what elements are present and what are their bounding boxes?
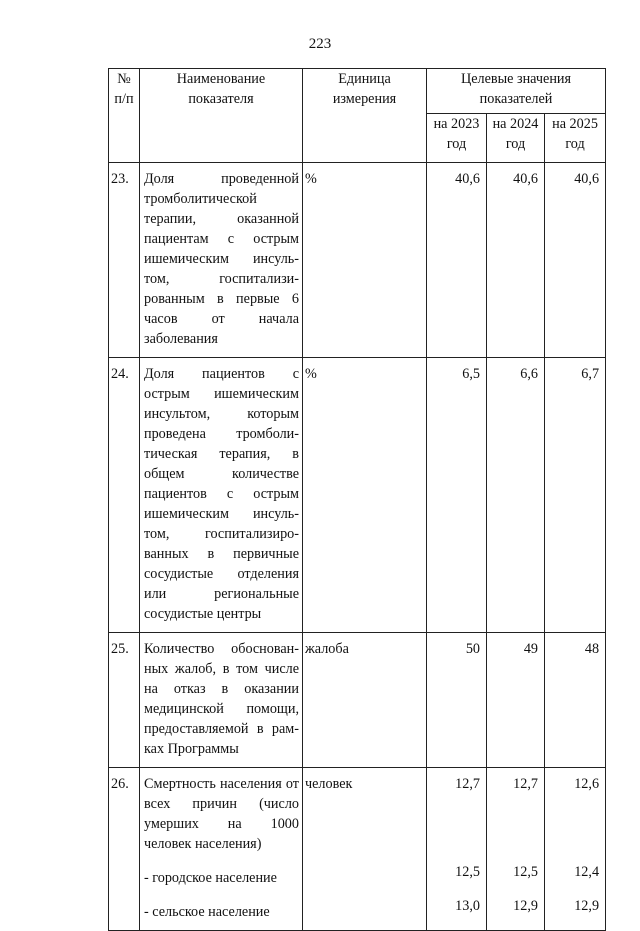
value-2025: 12,6 — [574, 776, 600, 792]
indicator-unit: % — [303, 358, 427, 633]
value-2024: 49 — [487, 633, 545, 768]
value-2025: 6,7 — [545, 358, 606, 633]
indicators-table — [108, 68, 606, 931]
value-2024: 6,6 — [487, 358, 545, 633]
indicator-unit: человек — [303, 768, 427, 931]
header-year-2025: на 2025 год — [545, 114, 606, 163]
indicator-name: Доля проведенной тромболитической терапии, оказанной пациентам с острым ишемическим инсуль-том, госпитализи-рованным в первые 6 часов от начала заболевания — [140, 163, 303, 358]
header-target-values: Целевые значения показателей — [427, 69, 606, 114]
header-year-2023: на 2023 год — [427, 114, 487, 163]
value-2024-stack — [487, 768, 545, 931]
value-2023-urban: 12,5 — [455, 864, 480, 880]
indicator-name: Доля пациентов с острым ишемическим инсультом, которым проведена тромболи-тическая терапия, в общем количестве пациентов с острым ишемическим инсуль-том, госпитализиро-ванных в первичные сосудистые отделения или региональные сосудистые центры — [140, 358, 303, 633]
value-2025: 48 — [545, 633, 606, 768]
indicator-name-main: Смертность населения от всех причин (число умерших на 1000 человек населения) — [144, 776, 299, 852]
row-number: 26. — [109, 768, 140, 931]
table-row — [109, 768, 606, 931]
value-2024: 40,6 — [487, 163, 545, 358]
row-number: 25. — [109, 633, 140, 768]
header-year-2024: на 2024 год — [487, 114, 545, 163]
value-2023: 12,7 — [455, 776, 480, 792]
value-2023: 50 — [427, 633, 487, 768]
subrow-label-rural: - сельское население — [144, 904, 270, 920]
indicator-unit: жалоба — [303, 633, 427, 768]
value-2023: 40,6 — [427, 163, 487, 358]
value-2023-rural: 13,0 — [455, 898, 480, 914]
value-2024: 12,7 — [513, 776, 538, 792]
value-2025-rural: 12,9 — [574, 898, 600, 914]
header-name: Наименование показателя — [140, 69, 303, 163]
page-number: 223 — [308, 36, 332, 52]
value-2025-stack — [545, 768, 606, 931]
table-row — [109, 633, 606, 768]
row-number: 24. — [109, 358, 140, 633]
indicator-name: Количество обоснован-ных жалоб, в том числе на отказ в оказании медицинской помощи, предоставляемой в рам-ках Программы — [140, 633, 303, 768]
value-2023: 6,5 — [427, 358, 487, 633]
value-2024-urban: 12,5 — [513, 864, 538, 880]
table-row — [109, 163, 606, 358]
row-number: 23. — [109, 163, 140, 358]
header-unit: Единица измерения — [303, 69, 427, 163]
indicator-name — [140, 768, 303, 931]
value-2025-urban: 12,4 — [574, 864, 600, 880]
value-2024-rural: 12,9 — [513, 898, 538, 914]
header-num: № п/п — [109, 69, 140, 163]
value-2025: 40,6 — [545, 163, 606, 358]
table-row — [109, 358, 606, 633]
subrow-label-urban: - городское население — [144, 870, 277, 886]
table-header-row — [109, 69, 606, 114]
value-2023-stack — [427, 768, 487, 931]
indicator-unit: % — [303, 163, 427, 358]
